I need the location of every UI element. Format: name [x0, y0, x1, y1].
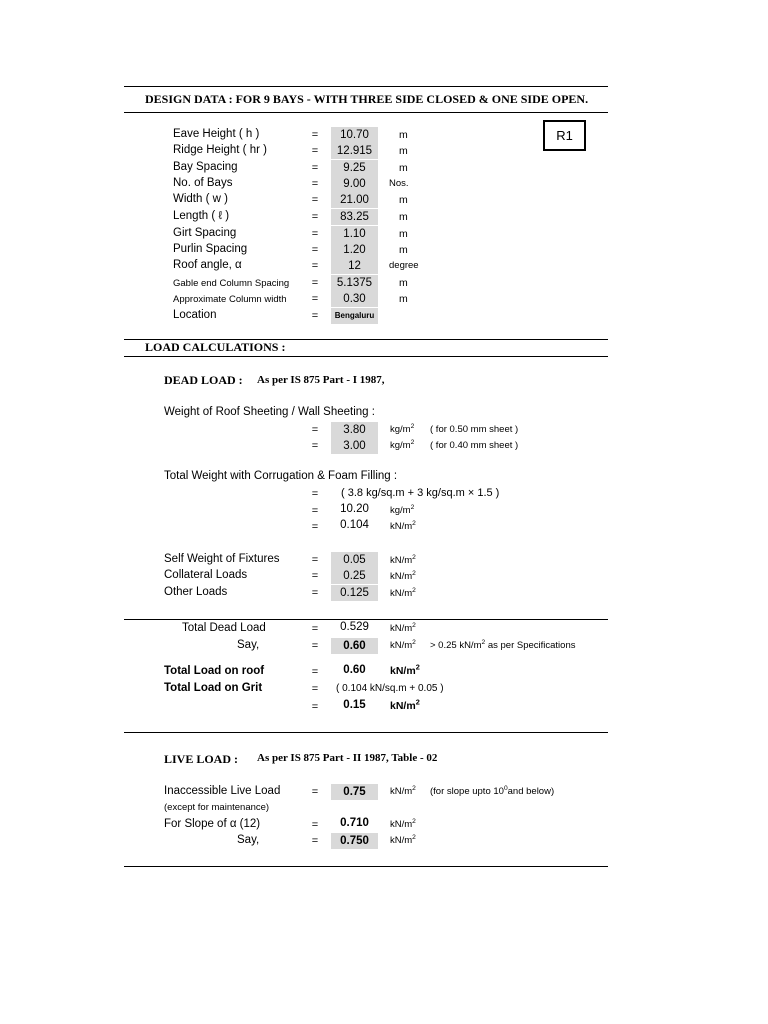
total-load-grit-eq: =: [311, 683, 319, 695]
load-calculations-title: LOAD CALCULATIONS :: [145, 340, 286, 354]
say-live-value: 0.750: [331, 833, 378, 849]
slope-eq: =: [311, 819, 319, 831]
total-dead-load-eq: =: [311, 623, 319, 635]
live-load-title: LIVE LOAD :: [164, 752, 239, 766]
design-unit: m: [399, 293, 408, 305]
design-value: 9.00: [331, 176, 378, 192]
dead-load-reference: As per IS 875 Part - I 1987,: [257, 374, 385, 386]
design-eq: =: [311, 211, 319, 223]
design-label: Girt Spacing: [173, 227, 237, 239]
design-value: 21.00: [331, 192, 378, 208]
say-dead-unit: $kN/m^2$: [390, 638, 416, 651]
design-value: Bengaluru: [331, 308, 378, 324]
total-load-grit-formula: ( 0.104 kN/sq.m + 0.05 ): [336, 683, 444, 694]
say-dead-label: Say,: [237, 639, 260, 651]
design-label: Eave Height ( h ): [173, 128, 260, 140]
say-dead-note: > 0.25 $kN/m^2$ as per Specifications: [430, 638, 576, 651]
grit-value-eq: =: [311, 701, 319, 713]
design-unit: m: [399, 162, 408, 174]
design-label: Bay Spacing: [173, 161, 238, 173]
load-label-collateral: Collateral Loads: [164, 569, 248, 581]
design-label: Gable end Column Spacing: [173, 278, 290, 289]
design-label: Purlin Spacing: [173, 243, 248, 255]
design-unit: m: [399, 145, 408, 157]
design-label: Approximate Column width: [173, 294, 287, 305]
design-unit: m: [399, 277, 408, 289]
total-load-roof-label: Total Load on roof: [164, 665, 265, 677]
design-unit: degree: [389, 260, 419, 271]
load-unit-other: $kN/m^2$: [390, 586, 416, 599]
design-eq: =: [311, 310, 319, 322]
sheeting-eq-1: =: [311, 424, 319, 436]
design-unit: m: [399, 129, 408, 141]
sheeting-label: Weight of Roof Sheeting / Wall Sheeting :: [164, 406, 375, 418]
total-load-roof-value: 0.60: [343, 664, 366, 676]
total-weight-eq-2: =: [311, 521, 319, 533]
total-weight-label: Total Weight with Corrugation & Foam Filling :: [164, 470, 398, 482]
total-dead-load-value: 0.529: [340, 621, 369, 633]
load-unit-collateral: $kN/m^2$: [390, 569, 416, 582]
rule-live-top: [124, 732, 608, 733]
sheeting-eq-2: =: [311, 440, 319, 452]
total-weight-value-2: 0.104: [340, 519, 369, 531]
design-unit: m: [399, 211, 408, 223]
design-eq: =: [311, 178, 319, 190]
design-label: Length ( ℓ ): [173, 210, 230, 222]
design-unit: m: [399, 244, 408, 256]
total-dead-load-label: Total Dead Load: [182, 622, 266, 634]
load-value-fixtures: 0.05: [331, 552, 378, 568]
design-eq: =: [311, 260, 319, 272]
design-eq: =: [311, 293, 319, 305]
say-live-eq: =: [311, 835, 319, 847]
design-label: Width ( w ): [173, 193, 228, 205]
total-weight-unit-1: $kg/m^2$: [390, 503, 415, 516]
design-label: Location: [173, 309, 217, 321]
design-eq: =: [311, 228, 319, 240]
total-weight-eq-1: =: [311, 505, 319, 517]
design-value: 0.30: [331, 291, 378, 307]
total-load-grit-label: Total Load on Grit: [164, 682, 263, 694]
design-eq: =: [311, 277, 319, 289]
rule-load-bottom: [124, 356, 608, 357]
design-value: 9.25: [331, 160, 378, 176]
design-data-title: DESIGN DATA : FOR 9 BAYS - WITH THREE SIDE CLOSED & ONE SIDE OPEN.: [145, 92, 589, 106]
load-eq-other: =: [311, 587, 319, 599]
rule-header-bottom: [124, 112, 608, 113]
inaccessible-label: Inaccessible Live Load: [164, 785, 281, 797]
design-value: 1.10: [331, 226, 378, 242]
load-value-other: 0.125: [331, 585, 378, 601]
design-value: 10.70: [331, 127, 378, 143]
design-eq: =: [311, 145, 319, 157]
say-live-label: Say,: [237, 834, 260, 846]
maintenance-label: (except for maintenance): [164, 802, 270, 813]
total-weight-unit-2: $kN/m^2$: [390, 519, 416, 532]
say-live-unit: $kN/m^2$: [390, 833, 416, 846]
grit-value: 0.15: [343, 699, 366, 711]
reference-box: R1: [543, 120, 586, 151]
total-dead-load-unit: $kN/m^2$: [390, 621, 416, 634]
slope-value: 0.710: [340, 817, 369, 829]
live-load-reference: As per IS 875 Part - II 1987, Table - 02: [257, 752, 438, 764]
design-eq: =: [311, 162, 319, 174]
inaccessible-unit: $kN/m^2$: [390, 784, 416, 797]
design-value: 12.915: [331, 143, 378, 159]
total-weight-value-1: 10.20: [340, 503, 369, 515]
inaccessible-eq: =: [311, 786, 319, 798]
rule-top: [124, 86, 608, 87]
load-value-collateral: 0.25: [331, 568, 378, 584]
total-load-roof-eq: =: [311, 666, 319, 678]
sheeting-unit-2: $kg/m^2$: [390, 438, 415, 451]
design-unit: m: [399, 228, 408, 240]
slope-label: For Slope of α (12): [164, 818, 261, 830]
say-dead-eq: =: [311, 640, 319, 652]
design-label: Roof angle, α: [173, 259, 242, 271]
inaccessible-note: (for slope upto $10^0and$ below): [430, 784, 555, 797]
design-value: 1.20: [331, 242, 378, 258]
design-label: Ridge Height ( hr ): [173, 144, 267, 156]
sheeting-unit-1: $kg/m^2$: [390, 422, 415, 435]
slope-unit: $kN/m^2$: [390, 817, 416, 830]
formula-eq: =: [311, 488, 319, 500]
load-eq-fixtures: =: [311, 554, 319, 566]
say-dead-value: 0.60: [331, 638, 378, 654]
sheeting-value-1: 3.80: [331, 422, 378, 438]
load-label-other: Other Loads: [164, 586, 228, 598]
design-label: No. of Bays: [173, 177, 233, 189]
rule-end: [124, 866, 608, 867]
design-value: 5.1375: [331, 275, 378, 291]
total-load-roof-unit: $kN/m^2$: [390, 662, 420, 677]
sheeting-note-1: ( for 0.50 mm sheet ): [430, 424, 519, 435]
design-eq: =: [311, 194, 319, 206]
design-eq: =: [311, 129, 319, 141]
inaccessible-value: 0.75: [331, 784, 378, 800]
sheeting-value-2: 3.00: [331, 438, 378, 454]
load-eq-collateral: =: [311, 570, 319, 582]
load-label-fixtures: Self Weight of Fixtures: [164, 553, 280, 565]
load-unit-fixtures: $kN/m^2$: [390, 553, 416, 566]
design-value: 83.25: [331, 209, 378, 225]
design-unit: Nos.: [389, 178, 409, 189]
grit-unit: $kN/m^2$: [390, 697, 420, 712]
design-eq: =: [311, 244, 319, 256]
sheeting-note-2: ( for 0.40 mm sheet ): [430, 440, 519, 451]
total-weight-formula: ( 3.8 kg/sq.m + 3 kg/sq.m × 1.5 ): [341, 487, 500, 499]
design-value: 12: [331, 258, 378, 274]
design-unit: m: [399, 194, 408, 206]
dead-load-title: DEAD LOAD :: [164, 373, 243, 387]
rule-dead-total: [124, 619, 608, 620]
